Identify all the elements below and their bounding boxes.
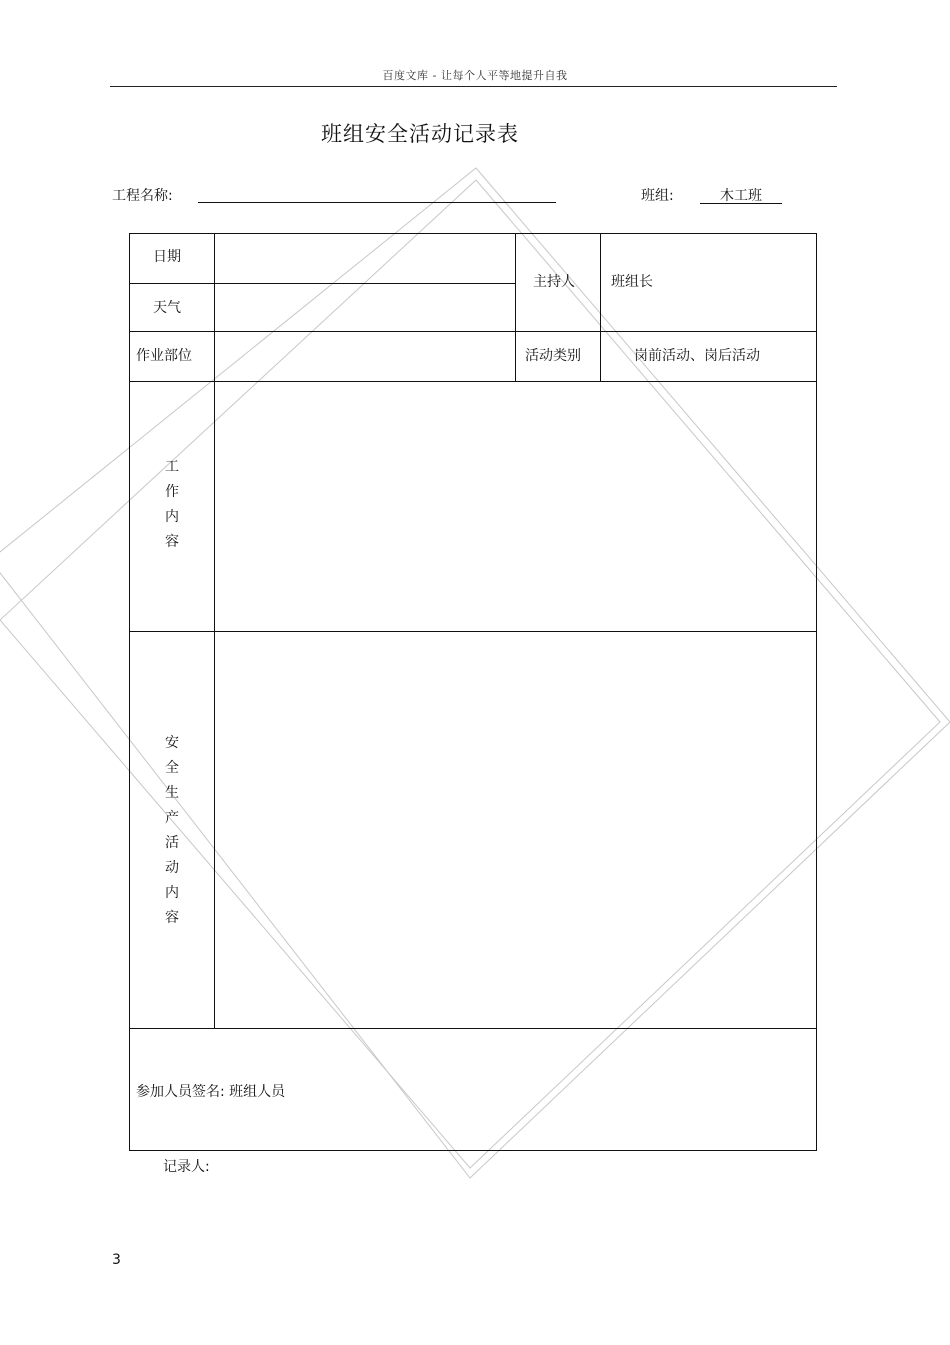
host-value: 班组长: [611, 274, 653, 290]
row-divider-location: [129, 381, 817, 382]
work-content-char: 作: [165, 484, 179, 500]
safety-content-char: 容: [165, 910, 179, 926]
category-value: 岗前活动、岗后活动: [634, 348, 760, 364]
category-label: 活动类别: [525, 348, 581, 364]
weather-field[interactable]: [216, 285, 514, 330]
work-content-char: 工: [165, 459, 179, 475]
team-underline: [700, 203, 782, 204]
host-label: 主持人: [533, 274, 575, 290]
row-divider-work: [129, 631, 817, 632]
project-name-field[interactable]: [198, 202, 556, 203]
location-field[interactable]: [216, 333, 514, 380]
col-divider-label: [214, 233, 215, 1029]
safety-content-label: [130, 731, 214, 931]
page-number: 3: [112, 1252, 121, 1268]
team-value: 木工班: [720, 188, 762, 204]
work-content-char: 容: [165, 534, 179, 550]
date-label: 日期: [153, 249, 181, 265]
table-border-left: [129, 233, 130, 1151]
safety-content-char: 活: [165, 835, 179, 851]
header-text: 百度文库 - 让每个人平等地提升自我: [382, 69, 568, 82]
work-content-label: [130, 455, 214, 555]
header-divider: [110, 86, 837, 87]
page-title: 班组安全活动记录表: [321, 122, 519, 146]
safety-content-field[interactable]: [216, 633, 815, 1027]
work-content-field[interactable]: [216, 383, 815, 630]
table-border-right: [816, 233, 817, 1151]
safety-content-char: 全: [165, 760, 179, 776]
table-border-bottom: [129, 1150, 817, 1151]
row-divider-weather: [129, 331, 817, 332]
safety-content-char: 生: [165, 785, 179, 801]
recorder-label: 记录人:: [163, 1159, 210, 1175]
safety-content-char: 产: [165, 810, 179, 826]
safety-content-char: 安: [165, 735, 179, 751]
col-divider-middle: [515, 233, 516, 382]
row-divider-safety: [129, 1028, 817, 1029]
project-name-label: 工程名称:: [112, 188, 173, 204]
work-content-char: 内: [165, 509, 179, 525]
table-border-top: [129, 233, 817, 234]
team-label: 班组:: [641, 188, 674, 204]
date-field[interactable]: [216, 235, 514, 282]
col-divider-right: [600, 233, 601, 382]
row-divider-date: [129, 283, 515, 284]
participants-signature: 参加人员签名: 班组人员: [136, 1084, 286, 1100]
location-label: 作业部位: [136, 348, 192, 364]
safety-content-char: 动: [165, 860, 179, 876]
safety-content-char: 内: [165, 885, 179, 901]
weather-label: 天气: [153, 300, 181, 316]
